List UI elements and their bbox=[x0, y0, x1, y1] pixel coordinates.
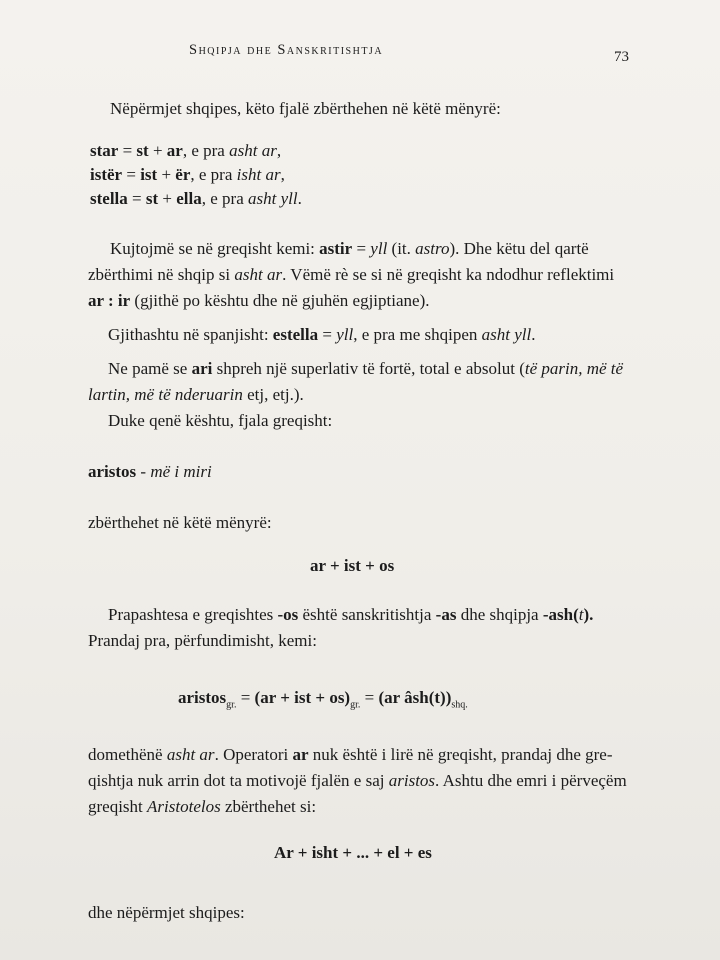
formula-line bbox=[178, 685, 468, 718]
formula-line bbox=[90, 162, 285, 188]
formula-line: ar + ist + os bbox=[310, 556, 395, 575]
word: t bbox=[578, 605, 584, 624]
page-number: 73 bbox=[614, 49, 629, 65]
text: . Vëmë rè se si në greqisht ka ndodhur reflektimi bbox=[282, 265, 615, 284]
text: nuk është i lirë në greqisht, prandaj dhe gre- bbox=[308, 745, 613, 764]
text-line bbox=[88, 742, 613, 768]
text: . bbox=[531, 325, 536, 344]
text: zbërthehet si: bbox=[220, 797, 317, 816]
word: aristos bbox=[178, 688, 227, 707]
text: = bbox=[236, 688, 255, 707]
text: , e pra bbox=[190, 165, 237, 184]
word: -ash( bbox=[542, 605, 579, 624]
text-line: Nëpërmjet shqipes, këto fjalë zbërthehen në këtë mënyrë: bbox=[110, 99, 501, 118]
text: = bbox=[127, 189, 146, 208]
subscript: shq. bbox=[451, 699, 468, 711]
word: asht yll bbox=[481, 325, 532, 344]
word: asht ar bbox=[166, 745, 215, 764]
text-line: zbërthehet në këtë mënyrë: bbox=[88, 513, 272, 532]
word: astro bbox=[415, 239, 450, 258]
word: asht yll bbox=[248, 189, 298, 208]
text: + bbox=[148, 141, 167, 160]
text: Ne pamë se bbox=[108, 359, 192, 378]
text: . Operatori bbox=[214, 745, 293, 764]
formula-line: Ar + isht + ... + el + es bbox=[274, 843, 432, 862]
word: aristos bbox=[388, 771, 436, 790]
text: (it. bbox=[387, 239, 416, 258]
text-line bbox=[108, 602, 593, 628]
text-line bbox=[108, 322, 535, 348]
text-line bbox=[88, 262, 614, 288]
text: qishtja nuk arrin dot ta motivojë fjalën e saj bbox=[88, 771, 389, 790]
text-line bbox=[88, 288, 429, 314]
text: etj, etj.). bbox=[242, 385, 304, 404]
text: . Ashtu dhe emri i përveçëm bbox=[435, 771, 627, 790]
text: është sanskritishtja bbox=[298, 605, 436, 624]
text: domethënë bbox=[88, 745, 167, 764]
text-line bbox=[108, 356, 623, 382]
word: (ar âsh(t)) bbox=[378, 688, 452, 707]
word: ar : ir bbox=[88, 291, 131, 310]
text: = bbox=[318, 325, 337, 344]
text: + bbox=[158, 189, 177, 208]
text-line bbox=[88, 794, 316, 820]
word: star bbox=[90, 141, 119, 160]
text: ). Dhe këtu del qartë bbox=[449, 239, 589, 258]
text: , bbox=[276, 141, 282, 160]
text: , bbox=[280, 165, 285, 184]
formula-line bbox=[90, 138, 281, 164]
text-line bbox=[90, 236, 589, 262]
word: të parin, më të bbox=[524, 359, 624, 378]
text: (gjithë po kështu dhe në gjuhën egjiptiane). bbox=[130, 291, 430, 310]
text: . bbox=[297, 189, 302, 208]
word: istër bbox=[90, 165, 123, 184]
running-title: Shqipja dhe Sanskritishtja bbox=[189, 42, 384, 58]
word: -as bbox=[435, 605, 457, 624]
text-line: Duke qenë kështu, fjala greqisht: bbox=[108, 411, 333, 430]
word: ari bbox=[191, 359, 213, 378]
word: st bbox=[136, 141, 149, 160]
word: ër bbox=[175, 165, 191, 184]
subscript: gr. bbox=[226, 699, 237, 711]
word: st bbox=[145, 189, 159, 208]
text: + bbox=[157, 165, 176, 184]
word: yll bbox=[336, 325, 354, 344]
word: më i miri bbox=[150, 462, 212, 481]
text: , e pra bbox=[182, 141, 230, 160]
text: - bbox=[136, 462, 151, 481]
text: = bbox=[360, 688, 379, 707]
text: , e pra me shqipen bbox=[353, 325, 482, 344]
text: greqisht bbox=[88, 797, 148, 816]
word: ). bbox=[583, 605, 594, 624]
word: yll bbox=[370, 239, 388, 258]
text: Gjithashtu në spanjisht: bbox=[108, 325, 273, 344]
text: = bbox=[122, 165, 141, 184]
word: isht ar bbox=[236, 165, 281, 184]
word: Aristotelos bbox=[147, 797, 221, 816]
text-line bbox=[88, 382, 304, 408]
text: zbërthimi në shqip si bbox=[88, 265, 235, 284]
text: Kujtojmë se në greqisht kemi: bbox=[110, 239, 320, 258]
word: ar bbox=[166, 141, 183, 160]
word: asht ar bbox=[234, 265, 283, 284]
word: astir bbox=[319, 239, 353, 258]
text: = bbox=[352, 239, 371, 258]
subscript: gr. bbox=[350, 699, 361, 711]
text: , e pra bbox=[201, 189, 249, 208]
word: stella bbox=[90, 189, 128, 208]
word: -os bbox=[277, 605, 299, 624]
word: ist bbox=[140, 165, 158, 184]
formula-line bbox=[90, 186, 302, 212]
word: aristos bbox=[88, 462, 137, 481]
text: shpreh një superlativ të fortë, total e absolut ( bbox=[212, 359, 525, 378]
word: ar bbox=[292, 745, 309, 764]
word: asht ar bbox=[229, 141, 277, 160]
word: lartin, më të nderuarin bbox=[88, 385, 243, 404]
text-line: Prandaj pra, përfundimisht, kemi: bbox=[88, 631, 317, 650]
text: = bbox=[118, 141, 137, 160]
text-line bbox=[88, 768, 627, 794]
example-line bbox=[88, 459, 212, 485]
running-header bbox=[189, 42, 629, 72]
text: dhe shqipja bbox=[456, 605, 543, 624]
word: ella bbox=[176, 189, 202, 208]
word: (ar + ist + os) bbox=[254, 688, 351, 707]
text-line: dhe nëpërmjet shqipes: bbox=[88, 903, 245, 922]
word: estella bbox=[272, 325, 319, 344]
text: Prapashtesa e greqishtes bbox=[108, 605, 278, 624]
